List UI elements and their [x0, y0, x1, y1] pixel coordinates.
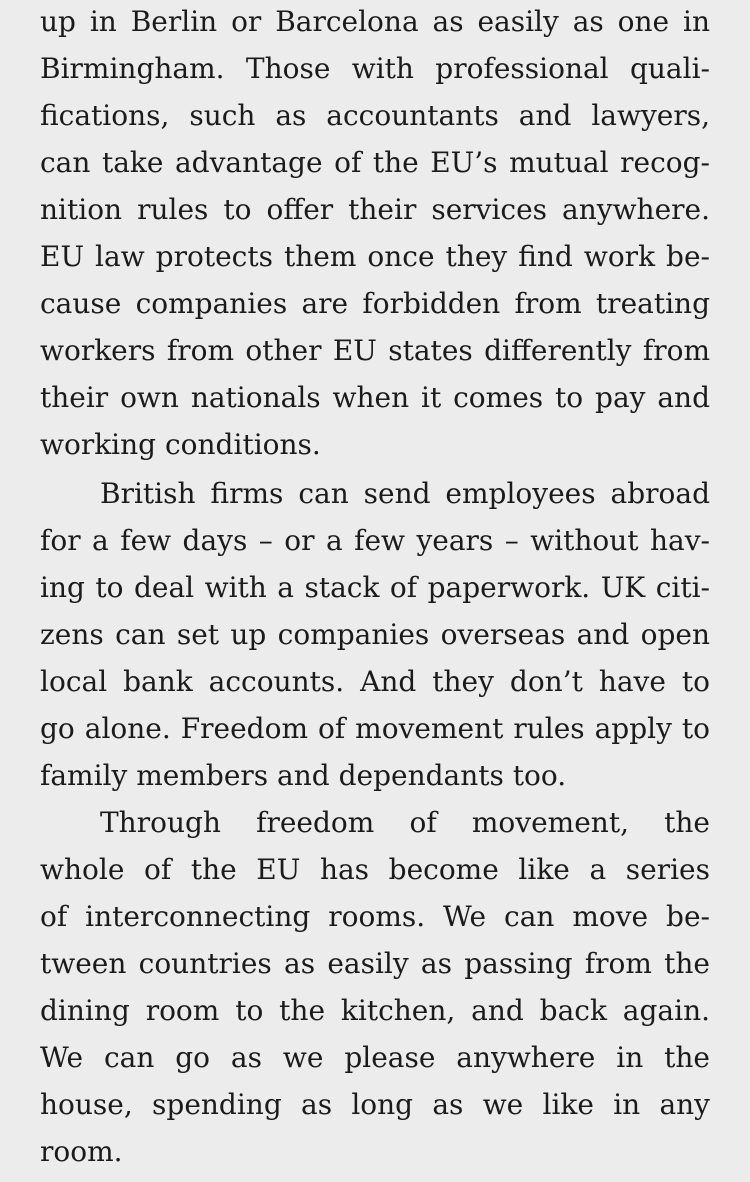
- text-line: We can go as we please anywhere in the: [40, 1041, 710, 1074]
- text-line: whole of the EU has become like a series: [40, 853, 710, 886]
- text-line: fications, such as accountants and lawyers,: [40, 99, 710, 132]
- text-line: zens can set up companies overseas and open: [40, 618, 710, 651]
- text-line: EU law protects them once they find work be-: [40, 240, 710, 273]
- text-line: Birmingham. Those with professional quali-: [40, 52, 710, 85]
- text-line: nition rules to offer their services anywhere.: [40, 193, 710, 226]
- text-line: room.: [40, 1135, 123, 1168]
- text-line: family members and dependants too.: [40, 759, 567, 792]
- text-line: for a few days – or a few years – without hav-: [40, 524, 710, 557]
- text-line: cause companies are forbidden from treating: [40, 287, 710, 320]
- text-line: tween countries as easily as passing from the: [40, 947, 710, 980]
- text-line: up in Berlin or Barcelona as easily as one in: [40, 5, 710, 38]
- text-line: British firms can send employees abroad: [100, 477, 710, 510]
- text-line: of interconnecting rooms. We can move be-: [40, 900, 710, 933]
- text-line: workers from other EU states differently from: [40, 334, 710, 367]
- text-line: ing to deal with a stack of paperwork. UK citi-: [40, 571, 710, 604]
- text-line: can take advantage of the EU’s mutual recog-: [40, 146, 710, 179]
- text-line: Through freedom of movement, the: [100, 806, 710, 839]
- text-line: dining room to the kitchen, and back again.: [40, 994, 710, 1027]
- text-line: working conditions.: [40, 428, 321, 461]
- text-line: local bank accounts. And they don’t have to: [40, 665, 710, 698]
- text-line: their own nationals when it comes to pay and: [40, 381, 710, 414]
- text-line: house, spending as long as we like in any: [40, 1088, 710, 1121]
- text-line: go alone. Freedom of movement rules apply to: [40, 712, 710, 745]
